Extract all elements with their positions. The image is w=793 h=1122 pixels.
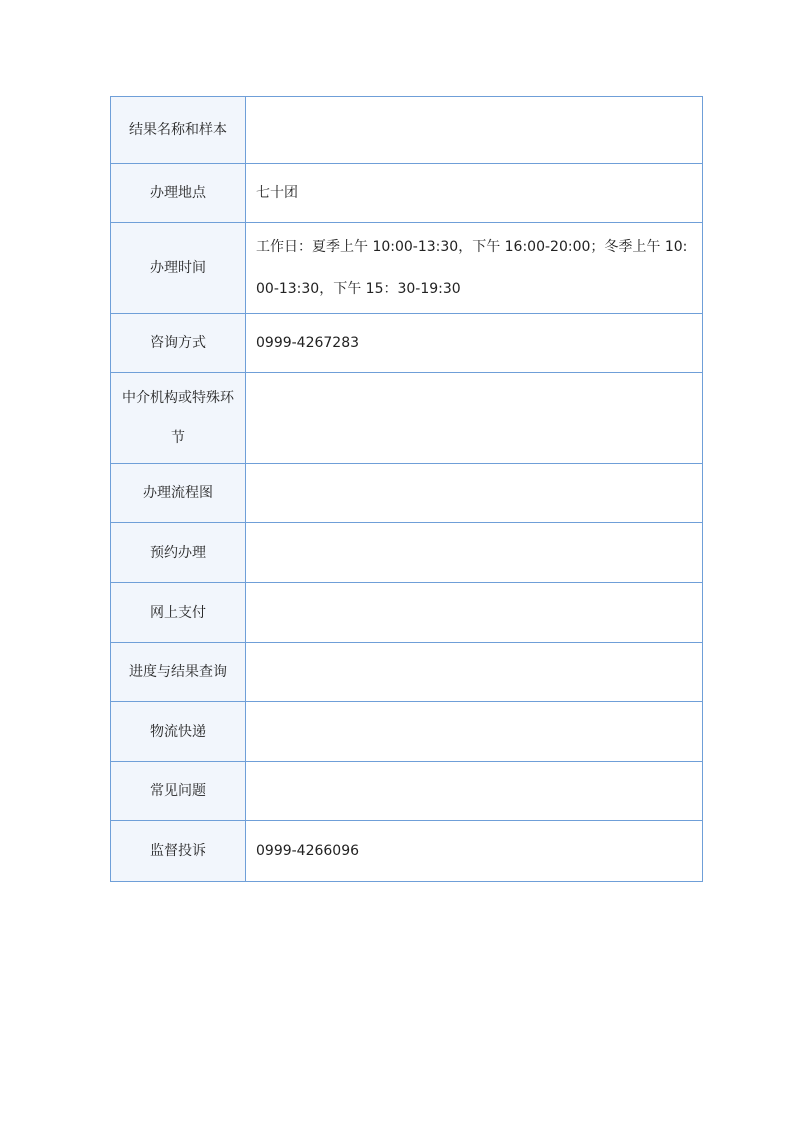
row-value-hours: 工作日：夏季上午 10:00-13:30，下午 16:00-20:00；冬季上午 10:00-13:30，下午 15：30-19:30 [246,223,703,314]
row-label-complaint: 监督投诉 [111,821,246,882]
row-value-payment [246,583,703,643]
row-label-faq: 常见问题 [111,762,246,821]
row-value-flowchart [246,464,703,523]
row-label-payment: 网上支付 [111,583,246,643]
row-label-consult: 咨询方式 [111,314,246,373]
table-row-intermediary [111,373,703,464]
row-label-intermediary: 中介机构或特殊环节 [111,373,246,464]
row-label-appointment: 预约办理 [111,523,246,583]
table-row-consult [111,314,703,373]
row-value-progress [246,643,703,702]
row-value-appointment [246,523,703,583]
row-value-intermediary [246,373,703,464]
table-row-complaint [111,821,703,882]
table-row-appointment [111,523,703,583]
table-row-hours [111,223,703,314]
row-label-result-name: 结果名称和样本 [111,97,246,164]
row-value-result-name [246,97,703,164]
row-value-location: 七十团 [246,164,703,223]
table-row-payment [111,583,703,643]
row-label-location: 办理地点 [111,164,246,223]
row-value-complaint: 0999-4266096 [246,821,703,882]
table-row-progress [111,643,703,702]
row-label-logistics: 物流快递 [111,702,246,762]
row-value-logistics [246,702,703,762]
row-label-progress: 进度与结果查询 [111,643,246,702]
table-row-faq [111,762,703,821]
table-row-location [111,164,703,223]
row-label-hours: 办理时间 [111,223,246,314]
table-row-logistics [111,702,703,762]
service-info-table [110,96,703,882]
table-row-result-name [111,97,703,164]
row-label-flowchart: 办理流程图 [111,464,246,523]
row-value-faq [246,762,703,821]
table-row-flowchart [111,464,703,523]
row-value-consult: 0999-4267283 [246,314,703,373]
